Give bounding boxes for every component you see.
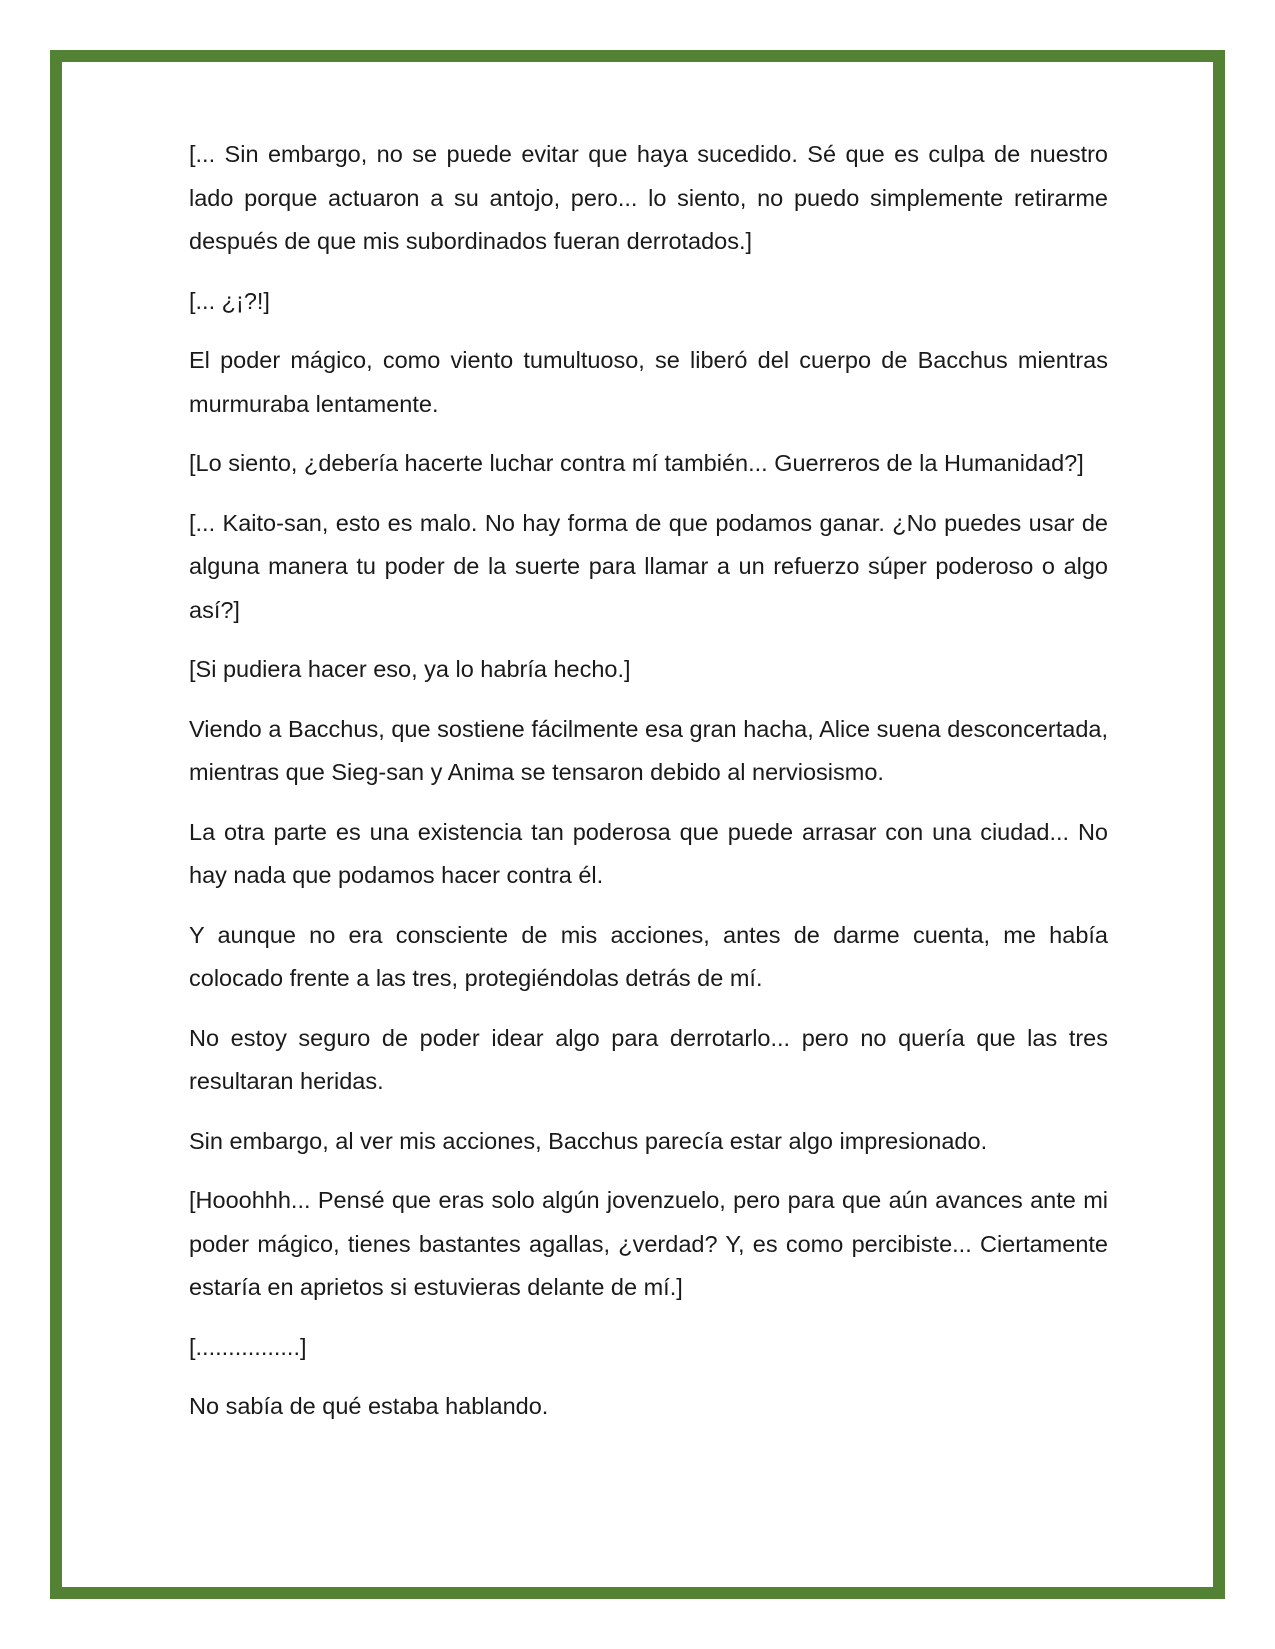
paragraph-5: [... Kaito-san, esto es malo. No hay forma de que podamos ganar. ¿No puedes usar de alguna manera tu poder de la suerte para llamar a un refuerzo súper poderoso o algo así?] (189, 509, 1108, 623)
paragraph-14: No sabía de qué estaba hablando. (189, 1393, 549, 1419)
paragraph-2: [... ¿¡?!] (189, 287, 270, 314)
paragraph-7: Viendo a Bacchus, que sostiene fácilmente esa gran hacha, Alice suena desconcertada, mientras que Sieg-san y Anima se tensaron debido al nerviosismo. (189, 715, 1108, 785)
paragraph-11: Sin embargo, al ver mis acciones, Bacchus parecía estar algo impresionado. (189, 1127, 988, 1154)
paragraph-1: [... Sin embargo, no se puede evitar que haya sucedido. Sé que es culpa de nuestro lado porque actuaron a su antojo, pero... lo siento, no puedo simplemente retirarme después de que mis subordinados fueran derrotados.] (189, 141, 1108, 254)
paragraph-6: [Si pudiera hacer eso, ya lo habría hecho.] (189, 656, 631, 682)
page-content (189, 133, 1108, 1429)
paragraph-4: [Lo siento, ¿debería hacerte luchar contra mí también... Guerreros de la Humanidad?] (189, 450, 1084, 476)
paragraph-3: El poder mágico, como viento tumultuoso, se liberó del cuerpo de Bacchus mientras murmuraba lentamente. (189, 347, 1108, 417)
paragraph-9: Y aunque no era consciente de mis acciones, antes de darme cuenta, me había colocado frente a las tres, protegiéndolas detrás de mí. (189, 921, 1108, 991)
page-frame (50, 50, 1225, 1599)
paragraph-13: [................] (189, 1333, 307, 1360)
paragraph-12: [Hooohhh... Pensé que eras solo algún jovenzuelo, pero para que aún avances ante mi poder mágico, tienes bastantes agallas, ¿verdad? Y, es como percibiste... Ciertamente estaría en aprietos si estuvieras delante de mí.] (189, 1187, 1108, 1300)
paragraph-10: No estoy seguro de poder idear algo para derrotarlo... pero no quería que las tres resultaran heridas. (189, 1024, 1108, 1094)
paragraph-8: La otra parte es una existencia tan poderosa que puede arrasar con una ciudad... No hay nada que podamos hacer contra él. (189, 818, 1108, 888)
